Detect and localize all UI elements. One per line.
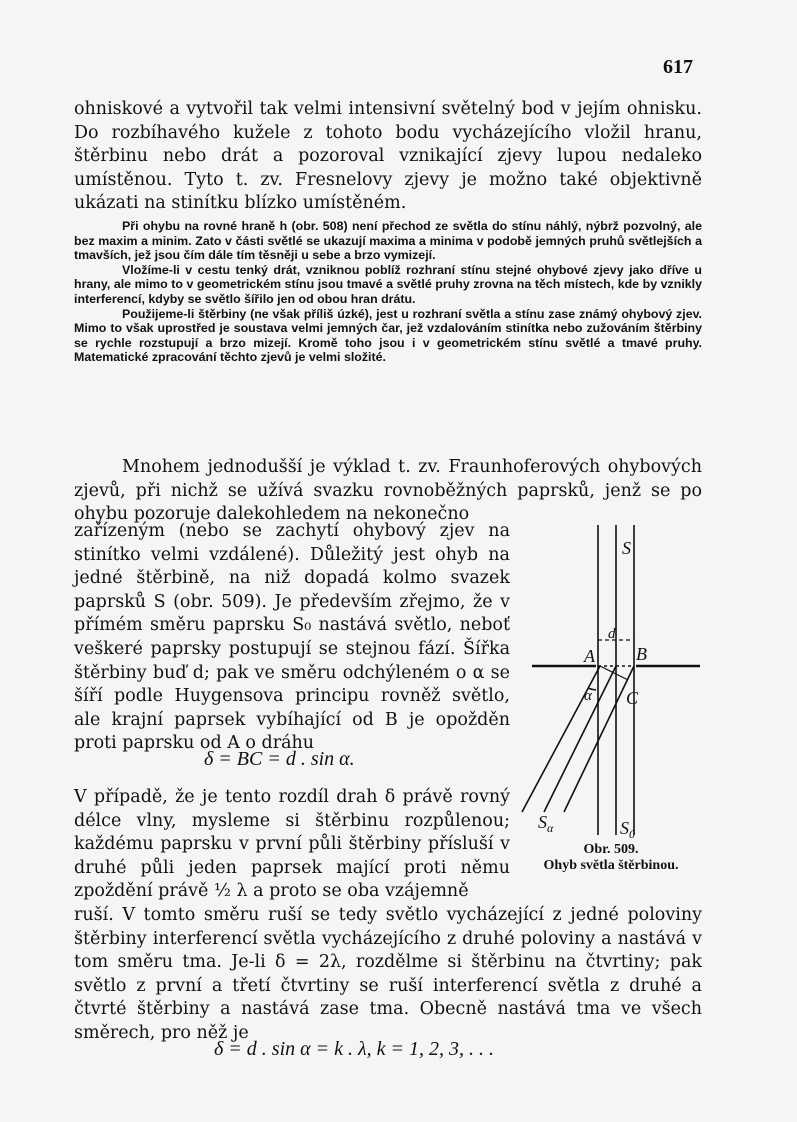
perpendicular-ac [600, 666, 628, 680]
paragraph-interference [74, 904, 702, 1046]
paragraph-half-wave [74, 786, 510, 904]
page-number: 617 [663, 56, 693, 78]
caption-number: Obr. 509. [583, 842, 639, 857]
paragraph-text: Mnohem jednodušší je výklad t. zv. Fraunhoferových ohybových zjevů, při nichž se užívá svazku rovnoběžných paprsků, jenž se po ohybu pozoruje dalekohledem na nekonečno [74, 457, 702, 525]
small-paragraph-slit: Použijeme-li štěrbiny (ne však příliš úzké), jest u rozhraní světla a stínu zase známý ohybový zjev. Mimo to však uprostřed je soustava velmi jemných čar, jež vzdalováním stinítka nebo zužováním štěrbiny se rychle rozstupují a brzo mizejí. Kromě toho jsou i v geometrickém stínu světlé a tmavé pruhy. Matematické zpracování těchto zjevů je velmi složité. [74, 306, 702, 365]
small-paragraph-wire: Vložíme-li v cestu tenký drát, vzniknou poblíž rozhraní stínu stejné ohybové zjevy jako dříve u hrany, ale mimo to v geometrickém stínu jsou tmavé a světlé pruhy zrovna na těch místech, kde by vznikly interferencí, kdyby se světlo šířilo jen od obou hran drátu. [74, 262, 702, 306]
paragraph-text: V případě, že je tento rozdíl drah δ právě rovný délce vlny, mysleme si štěrbinu rozpůlenou; každému paprsku v první půli štěrbiny přísluší v druhé půli jeden paprsek mající proti němu zpoždění právě ½ λ a proto se oba vzájemně [74, 787, 510, 902]
equation-path-difference: δ = BC = d . sin α. [204, 748, 355, 770]
paragraph-text: ruší. V tomto směru ruší se tedy světlo vycházející z jedné poloviny štěrbiny interferencí světla vycházejícího z druhé poloviny a nastává v tom směru tma. Je-li δ = 2λ, rozdělme si štěrbinu na čtvrtiny; pak světlo z první a třetí čtvrtiny se ruší interferencí světla z druhé a čtvrté štěrbiny a nastává zase tma. Obecně nastává tma ve všech směrech, pro něž je [74, 905, 702, 1043]
label-s-zero-sub: 0 [629, 827, 635, 840]
diffracted-ray-2 [544, 666, 616, 812]
label-b: B [636, 644, 647, 664]
label-s-top: S [622, 538, 631, 558]
paragraph-text: ohniskové a vytvořil tak velmi intensivní světelný bod v jejím ohnisku. Do rozbíhavého kužele z tohoto bodu vycházejícího vložil hranu, štěrbinu nebo drát a pozoroval vznikající zjevy lupou nedaleko umístěnou. Tyto t. zv. Fresnelovy zjevy je možno také objektivně ukázati na stinítku blízko umístěném. [74, 99, 702, 214]
paragraph-fraunhofer-side [74, 520, 510, 756]
diffracted-ray-3 [564, 666, 634, 812]
label-a: A [584, 646, 595, 666]
label-s-alpha-main: S [538, 812, 547, 832]
small-paragraph-edge: Při ohybu na rovné hraně h (obr. 508) není přechod ze světla do stínu náhlý, nýbrž pozvolný, ale bez maxim a minim. Zato v části světlé se ukazují maxima a minima v podobě jemných pruhů světlejších a tmavších, jež jsou čím dále tím těsněji u sebe a brzo vymizejí. [74, 219, 702, 263]
label-s-zero [620, 818, 635, 840]
label-alpha: α [584, 688, 592, 704]
label-s-alpha [538, 812, 554, 835]
label-s-alpha-sub: α [547, 821, 554, 835]
paragraph-fraunhofer-intro [74, 456, 702, 527]
figure-caption [520, 842, 702, 874]
caption-text: Ohyb světla štěrbinou. [543, 858, 679, 873]
small-print-block [74, 219, 702, 365]
slit-diffraction-figure [518, 520, 700, 840]
label-d: d [608, 626, 616, 642]
label-s-zero-main: S [620, 818, 629, 838]
paragraph-fresnel [74, 98, 702, 216]
label-c: C [626, 688, 639, 708]
paragraph-text: zařízeným (nebo se zachytí ohybový zjev na stinítko velmi vzdálené). Důležitý jest ohyb na jedné štěrbině, na niž dopadá kolmo svazek paprsků S (obr. 509). Je především zřejmo, že v přímém směru paprsku S₀ nastává světlo, neboť veškeré paprsky postupují se stejnou fází. Šířka štěrbiny buď d; pak ve směru odchýleném o α se šíří podle Huygensova principu rovněž světlo, ale krajní paprsek vybíhající od B je opožděn proti paprsku od A o dráhu [74, 521, 510, 754]
equation-minima: δ = d . sin α = k . λ, k = 1, 2, 3, . . . [214, 1038, 495, 1060]
